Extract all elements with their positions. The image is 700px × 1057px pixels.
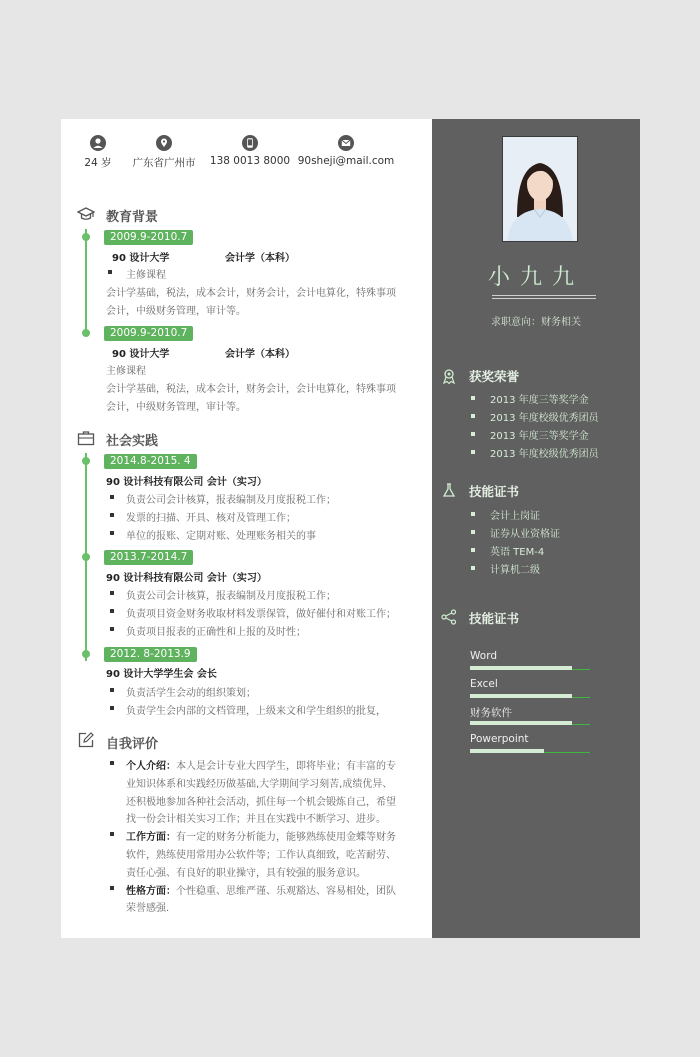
practice-date-tag-1: 2014.8-2015. 4 bbox=[104, 454, 197, 469]
self-eval-line bbox=[126, 882, 396, 897]
edu-school-1: 90 设计大学 bbox=[112, 253, 170, 264]
share-icon bbox=[441, 609, 457, 625]
edu-major-2: 会计学（本科） bbox=[225, 349, 295, 360]
contact-email bbox=[291, 135, 401, 167]
name-divider bbox=[492, 298, 596, 299]
edit-icon bbox=[77, 731, 95, 749]
bullet bbox=[471, 548, 475, 552]
timeline-dot bbox=[82, 650, 90, 658]
bullet bbox=[471, 396, 475, 400]
graduation-cap-icon bbox=[77, 205, 95, 223]
bullet bbox=[471, 432, 475, 436]
practice-item: 负责项目报表的正确性和上报的及时性； bbox=[126, 627, 306, 638]
skill-bar-fill bbox=[470, 666, 572, 670]
self-eval-label-intro: 个人介绍： bbox=[126, 761, 176, 772]
bullet bbox=[110, 706, 114, 710]
bullet bbox=[110, 495, 114, 499]
edu-course-text-2b: 会计，中级财务管理，审计等。 bbox=[106, 402, 246, 413]
self-eval-line: 业知识体系和实践经历做基础,大学期间学习刻苦,成绩优异、 bbox=[126, 779, 393, 790]
briefcase-icon bbox=[77, 429, 95, 447]
location-text: 广东省广州市 bbox=[132, 157, 196, 169]
education-timeline bbox=[85, 229, 87, 331]
skill-label: Powerpoint bbox=[470, 733, 529, 745]
cert-item: 会计上岗证 bbox=[490, 511, 540, 522]
self-eval-text: 有一定的财务分析能力，能够熟练使用金蝶等财务 bbox=[176, 832, 396, 843]
practice-item: 负责公司会计核算，报表编制及月度报税工作； bbox=[126, 495, 336, 506]
bullet bbox=[471, 450, 475, 454]
self-eval-line: 软件，熟练使用常用办公软件等；工作认真细致，吃苦耐劳、 bbox=[126, 850, 396, 861]
certs-title: 技能证书 bbox=[469, 484, 520, 499]
self-eval-text: 本人是会计专业大四学生，即将毕业；有丰富的专 bbox=[176, 761, 396, 772]
practice-heading-1: 90 设计科技有限公司 会计（实习） bbox=[106, 477, 267, 488]
bullet bbox=[110, 591, 114, 595]
email-text: 90sheji@mail.com bbox=[297, 155, 395, 167]
timeline-dot bbox=[82, 457, 90, 465]
practice-heading-3: 90 设计大学学生会 会长 bbox=[106, 669, 217, 680]
awards-title: 获奖荣誉 bbox=[469, 369, 520, 384]
practice-item: 负责活学生会动的组织策划； bbox=[126, 688, 256, 699]
self-eval-line bbox=[126, 828, 396, 843]
cert-item: 英语 TEM-4 bbox=[490, 547, 545, 558]
practice-date-tag-2: 2013.7-2014.7 bbox=[104, 550, 193, 565]
bullet bbox=[471, 566, 475, 570]
edu-school-2: 90 设计大学 bbox=[112, 349, 170, 360]
name-divider bbox=[492, 295, 596, 296]
award-item: 2013 年度三等奖学金 bbox=[490, 395, 589, 406]
self-eval-line: 找一份会计相关实习工作；并且在实践中不断学习、进步。 bbox=[126, 814, 386, 825]
mail-icon bbox=[338, 135, 354, 151]
bullet bbox=[108, 270, 112, 274]
education-title: 教育背景 bbox=[106, 210, 159, 225]
portrait-image bbox=[503, 137, 577, 241]
phone-text: 138 0013 8000 bbox=[209, 155, 291, 167]
skill-label: 财务软件 bbox=[470, 707, 512, 719]
cert-item: 证券从业资格证 bbox=[490, 529, 560, 540]
bullet bbox=[110, 531, 114, 535]
self-eval-line: 责任心强、有良好的职业操守，具有较强的服务意识。 bbox=[126, 868, 366, 879]
self-eval-title: 自我评价 bbox=[106, 737, 159, 752]
self-eval-text: 个性稳重、思维严谨、乐观豁达、容易相处，团队 bbox=[176, 886, 396, 897]
bullet bbox=[110, 688, 114, 692]
bullet bbox=[110, 513, 114, 517]
location-icon bbox=[156, 135, 172, 151]
practice-heading-2: 90 设计科技有限公司 会计（实习） bbox=[106, 573, 267, 584]
timeline-dot bbox=[82, 553, 90, 561]
bullet bbox=[110, 609, 114, 613]
practice-item: 负责学生会内部的文档管理，上级来文和学生组织的批复， bbox=[126, 706, 386, 717]
bullet bbox=[471, 414, 475, 418]
edu-course-label-2: 主修课程 bbox=[106, 366, 146, 377]
self-eval-label-work: 工作方面： bbox=[126, 832, 176, 843]
edu-course-label-1: 主修课程 bbox=[126, 270, 166, 281]
person-icon bbox=[90, 135, 106, 151]
bullet bbox=[110, 832, 114, 836]
award-item: 2013 年度校级优秀团员 bbox=[490, 413, 599, 424]
award-icon bbox=[441, 368, 457, 384]
edu-course-text-1: 会计学基础，税法，成本会计，财务会计，会计电算化，特殊事项 bbox=[106, 288, 396, 299]
edu-major-1: 会计学（本科） bbox=[225, 253, 295, 264]
skill-bar-fill bbox=[470, 749, 544, 753]
skill-bar-fill bbox=[470, 694, 572, 698]
contact-phone bbox=[195, 135, 305, 167]
timeline-dot bbox=[82, 329, 90, 337]
timeline-dot bbox=[82, 233, 90, 241]
award-item: 2013 年度三等奖学金 bbox=[490, 431, 589, 442]
edu-course-text-2: 会计学基础，税法，成本会计，财务会计，会计电算化，特殊事项 bbox=[106, 384, 396, 395]
bullet bbox=[471, 512, 475, 516]
practice-title: 社会实践 bbox=[106, 434, 159, 449]
skill-label: Word bbox=[470, 650, 497, 662]
edu-course-text-1b: 会计，中级财务管理，审计等。 bbox=[106, 306, 246, 317]
profile-photo bbox=[502, 136, 578, 242]
practice-item: 负责公司会计核算，报表编制及月度报税工作； bbox=[126, 591, 336, 602]
self-eval-line: 还积极地参加各种社会活动，抓住每一个机会锻炼自己，希望 bbox=[126, 797, 396, 808]
practice-item: 负责项目资金财务收取材料发票保管，做好催付和对账工作； bbox=[126, 609, 396, 620]
edu-date-tag-2: 2009.9-2010.7 bbox=[104, 326, 193, 341]
practice-item: 发票的扫描、开具、核对及管理工作； bbox=[126, 513, 296, 524]
bullet bbox=[110, 886, 114, 890]
practice-date-tag-3: 2012. 8-2013.9 bbox=[104, 647, 197, 662]
age-text: 24 岁 bbox=[84, 157, 112, 169]
self-eval-label-personality: 性格方面： bbox=[126, 886, 176, 897]
flask-icon bbox=[441, 482, 457, 498]
bullet bbox=[110, 627, 114, 631]
edu-date-tag-1: 2009.9-2010.7 bbox=[104, 230, 193, 245]
award-item: 2013 年度校级优秀团员 bbox=[490, 449, 599, 460]
bullet bbox=[471, 530, 475, 534]
practice-item: 单位的报账、定期对账、处理账务相关的事 bbox=[126, 531, 316, 542]
skill-label: Excel bbox=[470, 678, 498, 690]
bullet bbox=[110, 761, 114, 765]
skill-bar-fill bbox=[470, 721, 572, 725]
skills-title: 技能证书 bbox=[469, 611, 520, 626]
job-intent: 求职意向：财务相关 bbox=[491, 317, 581, 328]
candidate-name: 小九九 bbox=[487, 265, 584, 290]
cert-item: 计算机二级 bbox=[490, 565, 540, 576]
phone-icon bbox=[242, 135, 258, 151]
self-eval-line: 荣誉感强. bbox=[126, 903, 170, 914]
self-eval-line bbox=[126, 757, 396, 772]
